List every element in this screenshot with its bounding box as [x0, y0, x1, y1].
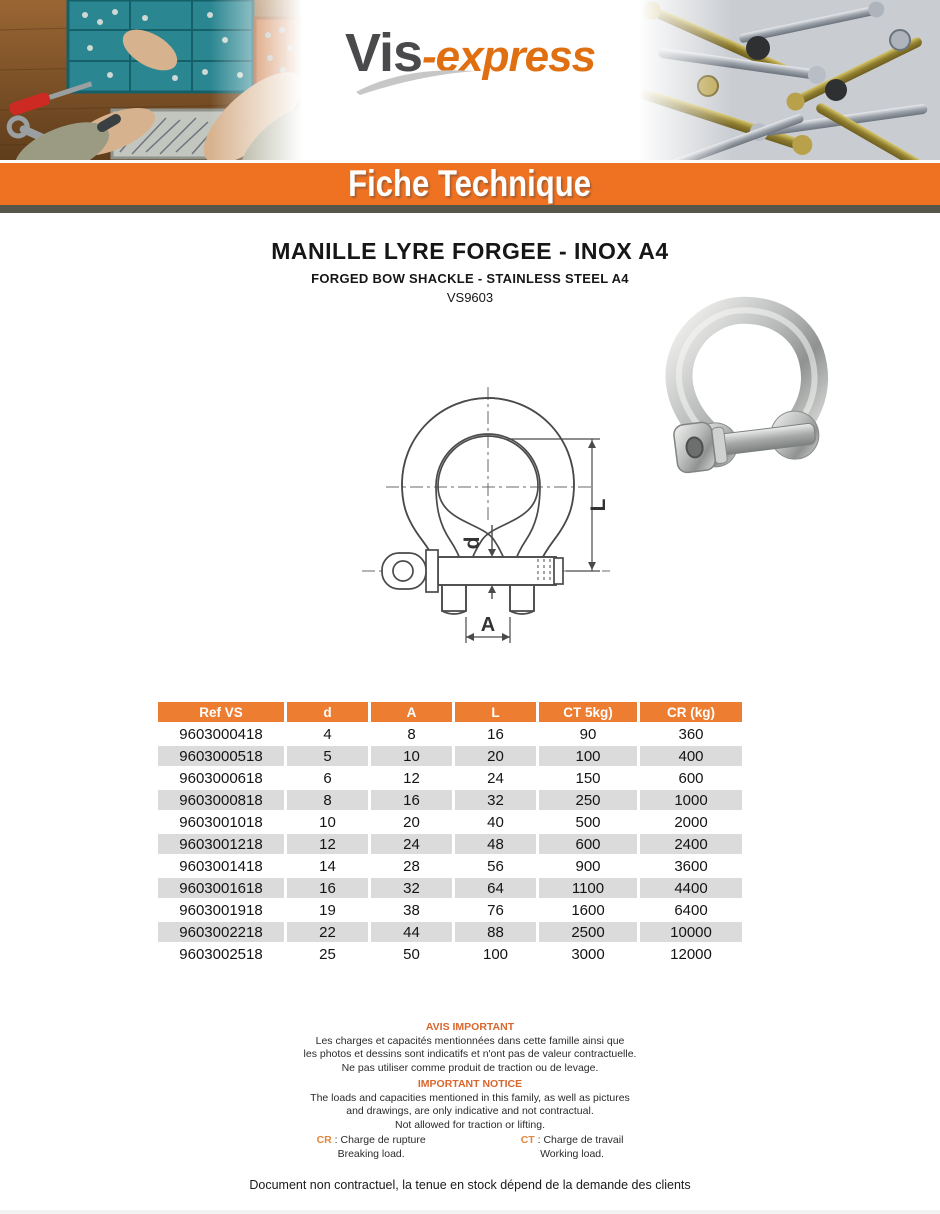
legend-cr-abbr: CR: [316, 1134, 332, 1146]
table-cell: 9603001618: [158, 878, 284, 898]
banner-title: Fiche Technique: [348, 163, 592, 204]
table-cell: 25: [287, 944, 368, 964]
table-body: [158, 724, 742, 964]
table-cell: 150: [539, 768, 637, 788]
legend-cr: [317, 1134, 426, 1161]
table-cell: 9603001018: [158, 812, 284, 832]
logo-swoosh-icon: [350, 62, 480, 96]
notice-fr-line: Les charges et capacités mentionnées dans cette famille ainsi que: [315, 1034, 625, 1047]
logo-text-vis: Vis: [344, 23, 423, 83]
table-cell: 50: [371, 944, 452, 964]
table-cell: 2400: [640, 834, 742, 854]
table-cell: 20: [455, 746, 536, 766]
table-row: [158, 944, 742, 964]
table-cell: 100: [455, 944, 536, 964]
table-row: [158, 856, 742, 876]
table-header-cell: A: [371, 702, 452, 722]
table-row: [158, 922, 742, 942]
table-cell: 2000: [640, 812, 742, 832]
notice-fr-line: les photos et dessins sont indicatifs et n'ont pas de valeur contractuelle.: [303, 1048, 637, 1061]
logo-text-express: -express: [422, 32, 596, 81]
table-row: [158, 878, 742, 898]
dim-label-d: d: [461, 536, 484, 550]
legend-cr-fr: : Charge de rupture: [334, 1134, 426, 1146]
table-cell: 24: [455, 768, 536, 788]
page-bottom-edge: [0, 1210, 940, 1214]
banner-divider: [0, 205, 940, 213]
table-cell: 8: [371, 724, 452, 744]
table-row: [158, 790, 742, 810]
dimensions-table: [155, 700, 745, 966]
table-cell: 5: [287, 746, 368, 766]
shackle-product-photo: [645, 292, 860, 488]
table-cell: 9603000618: [158, 768, 284, 788]
table-cell: 8: [287, 790, 368, 810]
table-cell: 9603002518: [158, 944, 284, 964]
table-cell: 100: [539, 746, 637, 766]
table-header-cell: CR (kg): [640, 702, 742, 722]
table-cell: 10: [287, 812, 368, 832]
table-cell: 20: [371, 812, 452, 832]
product-reference: VS9603: [446, 290, 494, 305]
table-header-cell: CT 5kg): [539, 702, 637, 722]
table-cell: 10000: [640, 922, 742, 942]
table-cell: 900: [539, 856, 637, 876]
dim-label-l: L: [587, 498, 610, 512]
table-cell: 14: [287, 856, 368, 876]
table-cell: 250: [539, 790, 637, 810]
table-cell: 9603000818: [158, 790, 284, 810]
table-cell: 9603001218: [158, 834, 284, 854]
table-cell: 500: [539, 812, 637, 832]
table-cell: 38: [371, 900, 452, 920]
dim-label-a: A: [480, 614, 496, 636]
product-title-en: FORGED BOW SHACKLE - STAINLESS STEEL A4: [311, 271, 629, 286]
notice-en-line: and drawings, are only indicative and not contractual.: [346, 1105, 594, 1118]
table-cell: 4: [287, 724, 368, 744]
table-cell: 64: [455, 878, 536, 898]
notice-en-title: IMPORTANT NOTICE: [417, 1078, 523, 1090]
table-cell: 19: [287, 900, 368, 920]
table-cell: 10: [371, 746, 452, 766]
notice-en-line: Not allowed for traction or lifting.: [395, 1118, 545, 1131]
table-row: [158, 746, 742, 766]
table-cell: 1000: [640, 790, 742, 810]
table-cell: 9603001918: [158, 900, 284, 920]
table-header-cell: d: [287, 702, 368, 722]
table-cell: 40: [455, 812, 536, 832]
table-header-cell: Ref VS: [158, 702, 284, 722]
table-cell: 44: [371, 922, 452, 942]
table-cell: 1100: [539, 878, 637, 898]
table-cell: 600: [539, 834, 637, 854]
table-cell: 400: [640, 746, 742, 766]
shackle-technical-drawing: [358, 383, 626, 655]
table-row: [158, 724, 742, 744]
table-cell: 28: [371, 856, 452, 876]
legend-ct-en: Working load.: [540, 1147, 605, 1160]
table-cell: 3600: [640, 856, 742, 876]
table-cell: 16: [371, 790, 452, 810]
table-cell: 3000: [539, 944, 637, 964]
table-cell: 12: [371, 768, 452, 788]
banner: [0, 163, 940, 205]
table-cell: 9603000418: [158, 724, 284, 744]
footer-disclaimer: Document non contractuel, la tenue en stock dépend de la demande des clients: [249, 1178, 691, 1192]
table-cell: 6: [287, 768, 368, 788]
table-cell: 32: [371, 878, 452, 898]
table-row: [158, 768, 742, 788]
table-cell: 9603002218: [158, 922, 284, 942]
table-cell: 1600: [539, 900, 637, 920]
notice-fr-title: AVIS IMPORTANT: [425, 1021, 515, 1033]
table-cell: 76: [455, 900, 536, 920]
table-cell: 24: [371, 834, 452, 854]
table-cell: 9603000518: [158, 746, 284, 766]
table-cell: 16: [287, 878, 368, 898]
table-cell: 22: [287, 922, 368, 942]
table-cell: 32: [455, 790, 536, 810]
table-cell: 12000: [640, 944, 742, 964]
table-cell: 600: [640, 768, 742, 788]
table-cell: 12: [287, 834, 368, 854]
load-legend: [0, 1134, 940, 1161]
table-cell: 90: [539, 724, 637, 744]
table-cell: 16: [455, 724, 536, 744]
table-header-row: [158, 702, 742, 722]
table-cell: 6400: [640, 900, 742, 920]
notice-en-line: The loads and capacities mentioned in this family, as well as pictures: [310, 1091, 630, 1104]
notice-fr-line: Ne pas utiliser comme produit de traction ou de levage.: [341, 1061, 599, 1074]
table-header-cell: L: [455, 702, 536, 722]
notice-en: [0, 1078, 940, 1133]
notice-fr: [0, 1021, 940, 1076]
table-cell: 48: [455, 834, 536, 854]
legend-cr-en: Breaking load.: [337, 1147, 405, 1160]
table-cell: 56: [455, 856, 536, 876]
table-row: [158, 834, 742, 854]
table-row: [158, 812, 742, 832]
table-cell: 9603001418: [158, 856, 284, 876]
legend-ct: [521, 1134, 624, 1161]
product-title-fr: MANILLE LYRE FORGEE - INOX A4: [271, 238, 669, 264]
table-row: [158, 900, 742, 920]
table-cell: 360: [640, 724, 742, 744]
table-cell: 4400: [640, 878, 742, 898]
table-cell: 88: [455, 922, 536, 942]
legend-ct-fr: : Charge de travail: [537, 1134, 624, 1146]
legend-ct-abbr: CT: [520, 1134, 535, 1146]
table-cell: 2500: [539, 922, 637, 942]
